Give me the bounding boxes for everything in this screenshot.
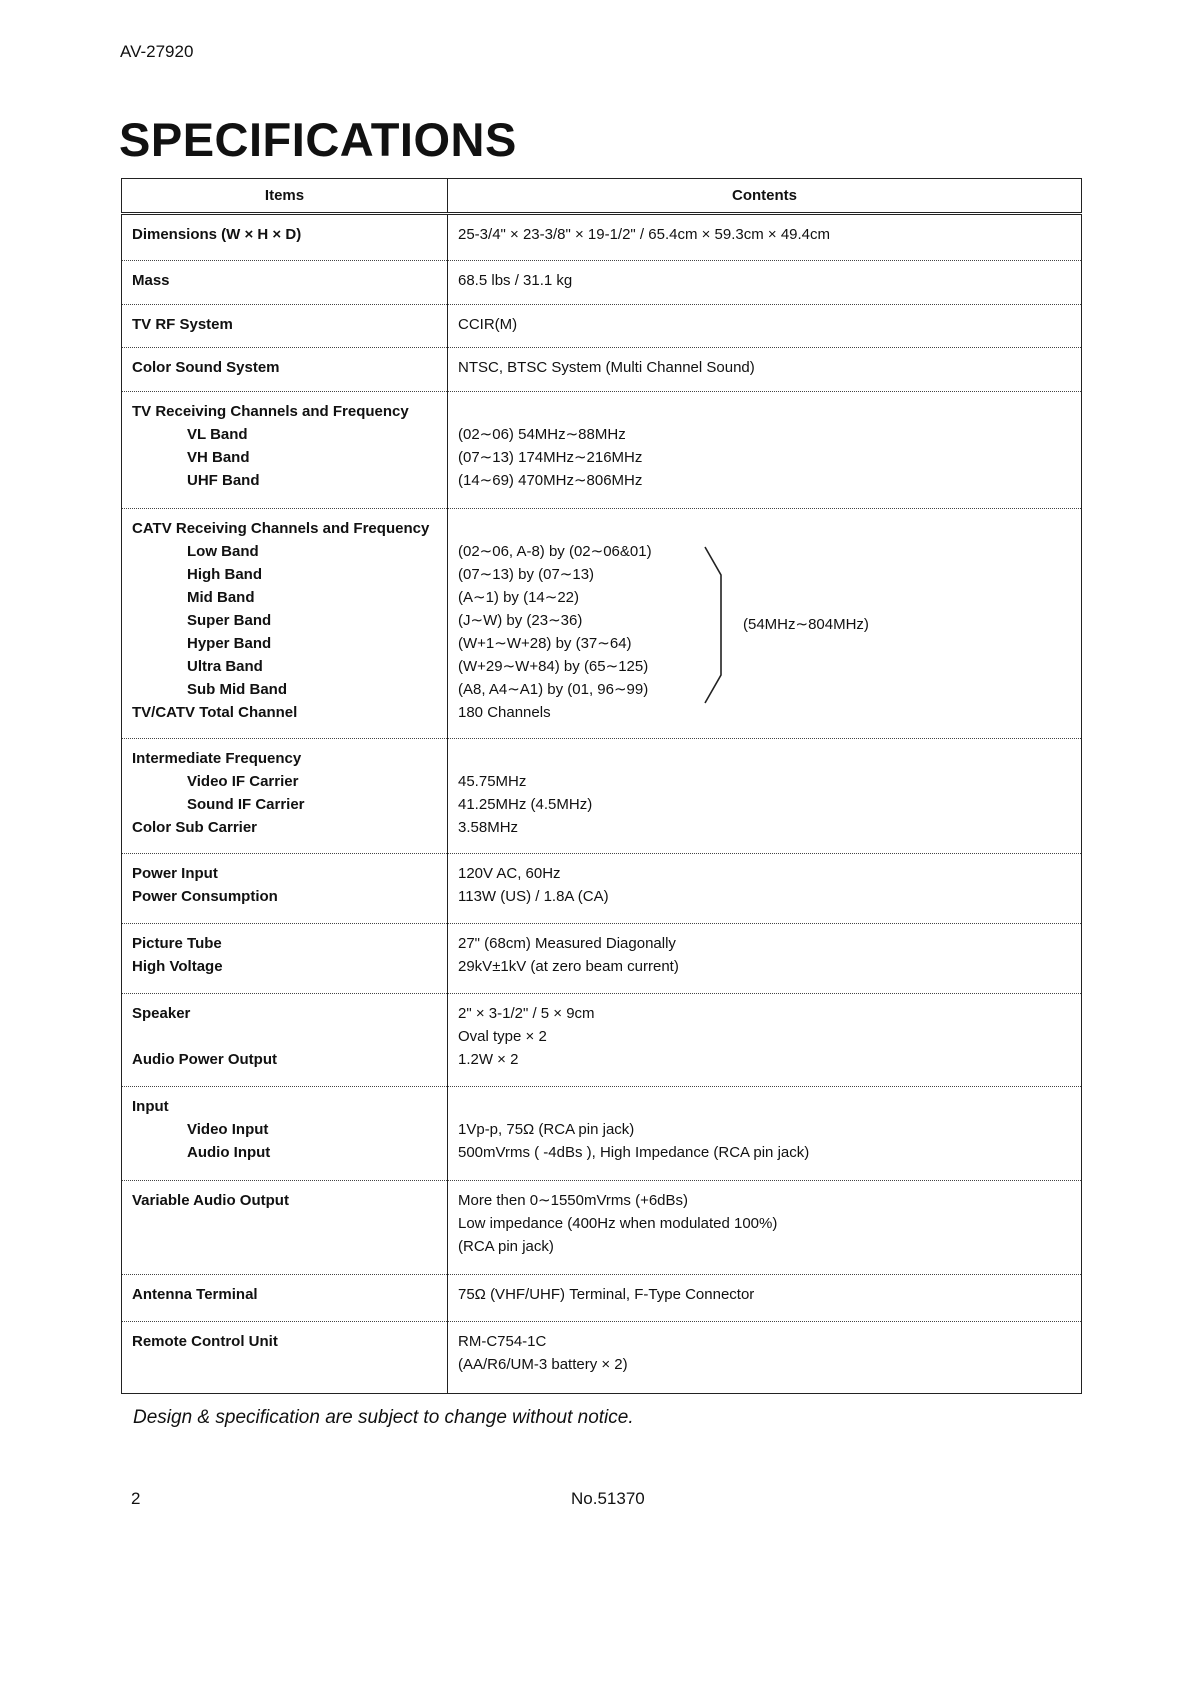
spec-row-dimensions <box>122 214 1082 261</box>
item-sublabel: High Band <box>187 566 262 583</box>
table-header-row <box>122 179 1082 214</box>
item-label: Color Sound System <box>132 359 280 376</box>
spec-row-remote-control-unit <box>122 1322 1082 1394</box>
content-value <box>458 1095 1071 1118</box>
model-number: AV-27920 <box>120 42 194 61</box>
item-cell <box>122 348 448 392</box>
specification-footnote: Design & specification are subject to change without notice. <box>133 1407 634 1428</box>
spec-row-color-sound-system <box>122 348 1082 392</box>
content-value: 25-3/4" × 23-3/8" × 19-1/2" / 65.4cm × 59.3cm × 49.4cm <box>458 226 831 243</box>
item-label: Mass <box>132 272 170 289</box>
content-value <box>458 400 1071 423</box>
content-value: 45.75MHz <box>458 773 527 790</box>
spec-row-antenna-terminal <box>122 1275 1082 1322</box>
right-brace-icon <box>703 545 727 705</box>
content-value <box>458 747 1071 770</box>
content-value: (AA/R6/UM-3 battery × 2) <box>458 1356 628 1373</box>
item-label: TV RF System <box>132 316 233 333</box>
contents-cell <box>448 392 1082 509</box>
contents-cell <box>448 739 1082 854</box>
spec-row-mass <box>122 261 1082 305</box>
spec-row-speaker <box>122 994 1082 1087</box>
content-value: 1.2W × 2 <box>458 1051 519 1068</box>
spec-row-tv-receiving <box>122 392 1082 509</box>
item-cell <box>122 305 448 348</box>
content-value: Low impedance (400Hz when modulated 100%) <box>458 1215 778 1232</box>
column-header-items: Items <box>122 179 448 214</box>
item-cell <box>122 924 448 994</box>
spec-row-power <box>122 854 1082 924</box>
item-cell <box>122 1087 448 1181</box>
item-label: Input <box>132 1098 169 1115</box>
item-cell <box>122 854 448 924</box>
item-label <box>132 1025 437 1048</box>
item-label: Power Consumption <box>132 888 278 905</box>
column-header-contents: Contents <box>448 179 1082 214</box>
item-sublabel: Super Band <box>187 612 272 629</box>
content-value: (02∼06) 54MHz∼88MHz <box>458 426 626 443</box>
item-sublabel: Sound IF Carrier <box>187 796 305 813</box>
spec-row-input <box>122 1087 1082 1181</box>
item-sublabel: Video Input <box>187 1121 269 1138</box>
content-value: RM-C754-1C <box>458 1333 547 1350</box>
page-title: SPECIFICATIONS <box>119 113 517 166</box>
contents-cell <box>448 854 1082 924</box>
item-sublabel: Hyper Band <box>187 635 272 652</box>
specifications-table <box>121 178 1082 1394</box>
item-sublabel: VL Band <box>187 426 248 443</box>
content-value: 29kV±1kV (at zero beam current) <box>458 958 679 975</box>
item-cell <box>122 214 448 261</box>
item-sublabel: UHF Band <box>187 472 260 489</box>
item-label: Remote Control Unit <box>132 1333 278 1350</box>
content-value: 1Vp-p, 75Ω (RCA pin jack) <box>458 1121 635 1138</box>
content-value: 2" × 3-1/2" / 5 × 9cm <box>458 1005 595 1022</box>
contents-cell <box>448 1087 1082 1181</box>
spec-row-tv-rf-system <box>122 305 1082 348</box>
content-value: (W+1∼W+28) by (37∼64) <box>458 635 632 652</box>
document-number: No.51370 <box>571 1489 645 1508</box>
item-sublabel: Mid Band <box>187 589 255 606</box>
content-value: 180 Channels <box>458 704 551 721</box>
item-label: Audio Power Output <box>132 1051 277 1068</box>
item-cell <box>122 261 448 305</box>
item-label: Speaker <box>132 1005 191 1022</box>
item-label: Antenna Terminal <box>132 1286 258 1303</box>
item-label: Dimensions (W × H × D) <box>132 226 302 243</box>
content-value: 41.25MHz (4.5MHz) <box>458 796 593 813</box>
item-label: Power Input <box>132 865 218 882</box>
contents-cell <box>448 924 1082 994</box>
content-value: 500mVrms ( -4dBs ), High Impedance (RCA pin jack) <box>458 1144 810 1161</box>
item-sublabel: Sub Mid Band <box>187 681 287 698</box>
content-value: 3.58MHz <box>458 819 519 836</box>
content-value: (07∼13) by (07∼13) <box>458 566 595 583</box>
item-label: Color Sub Carrier <box>132 819 258 836</box>
content-value: CCIR(M) <box>458 316 518 333</box>
item-cell <box>122 509 448 739</box>
content-value: More then 0∼1550mVrms (+6dBs) <box>458 1192 689 1209</box>
item-sublabel: Ultra Band <box>187 658 263 675</box>
contents-cell <box>448 214 1082 261</box>
item-sublabel: Low Band <box>187 543 259 560</box>
content-value: 75Ω (VHF/UHF) Terminal, F-Type Connector <box>458 1286 755 1303</box>
item-cell <box>122 1322 448 1394</box>
contents-cell <box>448 305 1082 348</box>
content-value: (W+29∼W+84) by (65∼125) <box>458 658 649 675</box>
item-label: CATV Receiving Channels and Frequency <box>132 520 430 537</box>
item-cell <box>122 1181 448 1275</box>
spec-row-intermediate-frequency <box>122 739 1082 854</box>
item-label: Variable Audio Output <box>132 1192 289 1209</box>
content-value: NTSC, BTSC System (Multi Channel Sound) <box>458 359 755 376</box>
contents-cell <box>448 1322 1082 1394</box>
content-value: (14∼69) 470MHz∼806MHz <box>458 472 643 489</box>
content-value: 113W (US) / 1.8A (CA) <box>458 888 609 905</box>
content-value <box>458 517 1071 540</box>
content-value: 120V AC, 60Hz <box>458 865 561 882</box>
item-cell <box>122 392 448 509</box>
content-value: (RCA pin jack) <box>458 1238 554 1255</box>
item-cell <box>122 739 448 854</box>
contents-cell <box>448 261 1082 305</box>
contents-cell <box>448 509 1082 739</box>
catv-frequency-range: (54MHz∼804MHz) <box>743 616 869 633</box>
item-label: Intermediate Frequency <box>132 750 302 767</box>
content-value: 27" (68cm) Measured Diagonally <box>458 935 676 952</box>
content-value: (A∼1) by (14∼22) <box>458 589 580 606</box>
item-label: Picture Tube <box>132 935 222 952</box>
spec-row-catv-receiving <box>122 509 1082 739</box>
item-label: TV Receiving Channels and Frequency <box>132 403 409 420</box>
content-value: (07∼13) 174MHz∼216MHz <box>458 449 643 466</box>
spec-row-picture-tube <box>122 924 1082 994</box>
item-cell <box>122 1275 448 1322</box>
item-label: High Voltage <box>132 958 223 975</box>
content-value: (J∼W) by (23∼36) <box>458 612 583 629</box>
item-sublabel: Video IF Carrier <box>187 773 299 790</box>
content-value: Oval type × 2 <box>458 1028 547 1045</box>
content-value: (02∼06, A-8) by (02∼06&01) <box>458 543 652 560</box>
content-value: (A8, A4∼A1) by (01, 96∼99) <box>458 681 649 698</box>
page-number: 2 <box>131 1489 141 1508</box>
contents-cell <box>448 1181 1082 1275</box>
spec-row-variable-audio-output <box>122 1181 1082 1275</box>
item-sublabel: Audio Input <box>187 1144 271 1161</box>
content-value: 68.5 lbs / 31.1 kg <box>458 272 573 289</box>
item-sublabel: VH Band <box>187 449 250 466</box>
contents-cell <box>448 1275 1082 1322</box>
item-label: TV/CATV Total Channel <box>132 704 298 721</box>
contents-cell <box>448 994 1082 1087</box>
contents-cell <box>448 348 1082 392</box>
item-cell <box>122 994 448 1087</box>
